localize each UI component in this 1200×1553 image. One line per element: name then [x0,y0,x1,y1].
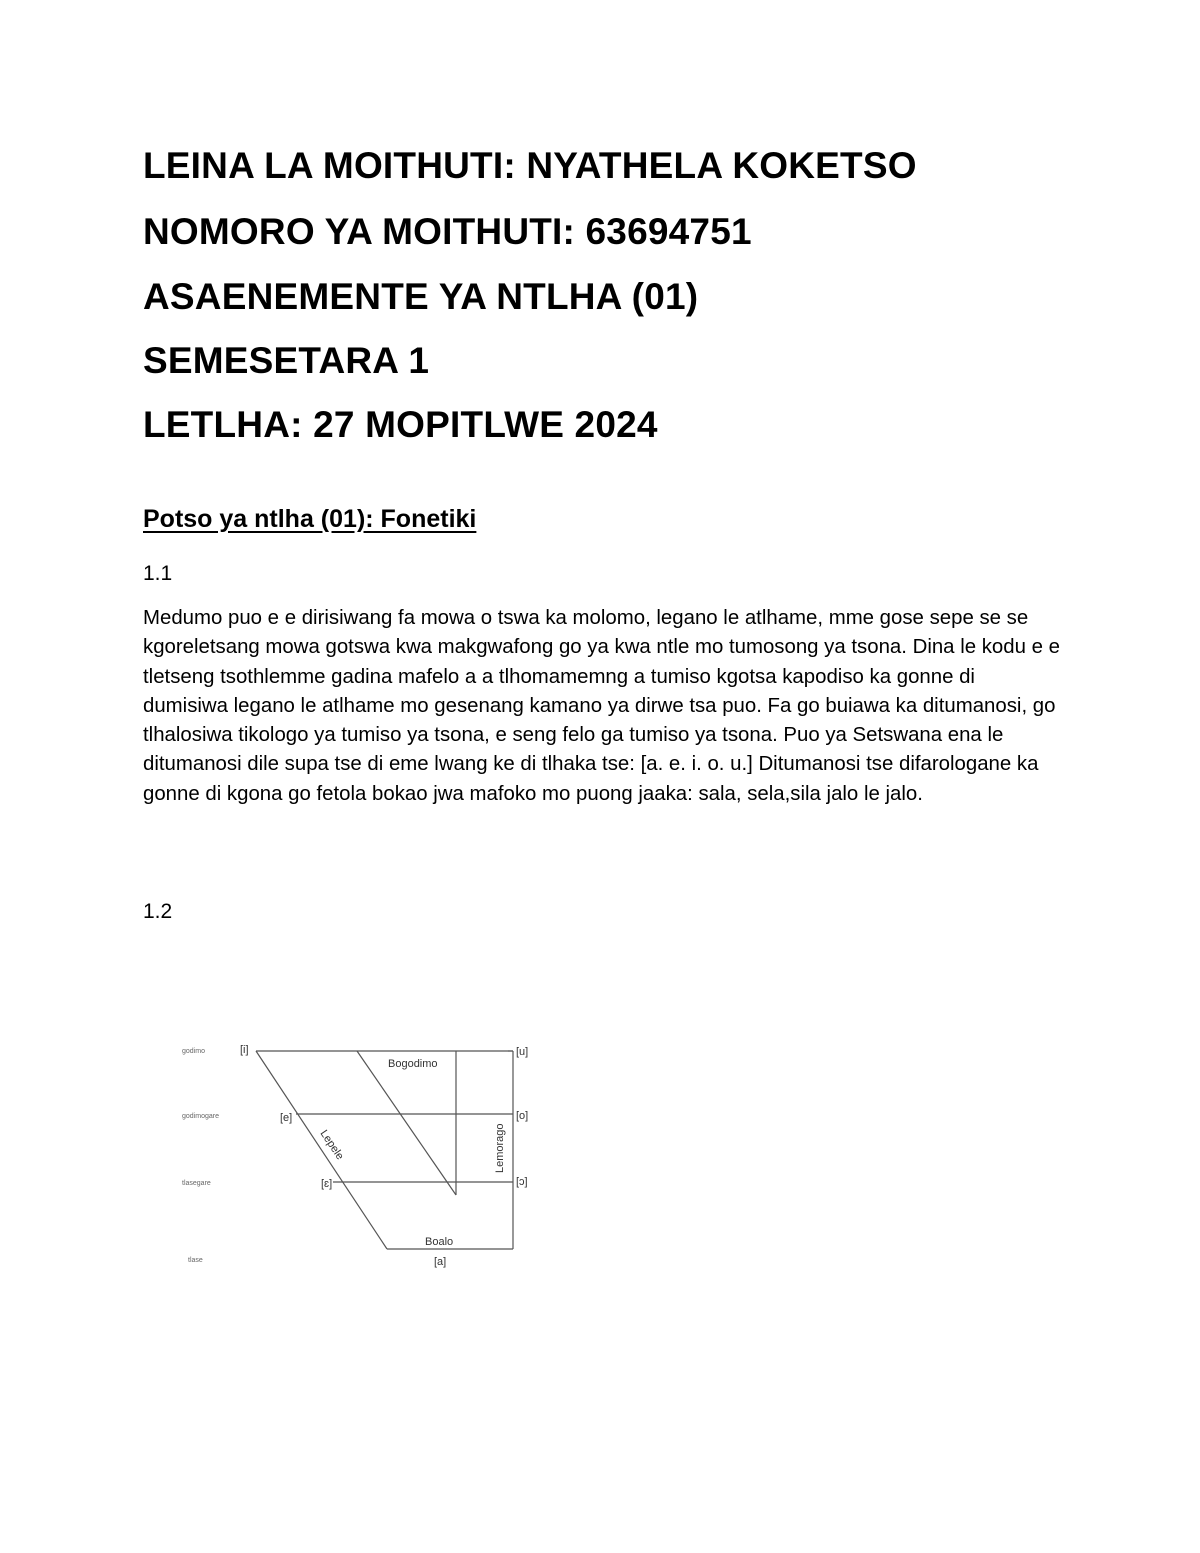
line-front [256,1051,387,1249]
line-central-diagonal [357,1051,456,1195]
height-label-open: tlase [188,1257,203,1264]
vowel-chart-lines [256,1051,513,1249]
vowel-chart-diagram [170,1025,540,1275]
vowel-a: [a] [434,1256,447,1268]
height-label-open-mid: tlasegare [182,1180,211,1187]
answer-paragraph-1-1: Medumo puo e e dirisiwang fa mowa o tswa ka molomo, legano le atlhame, mme gose sepe se se kgoreletsang mowa gotswa kwa makgwafong go ya kwa ntle mo tumosong ya tsona. Dina le kodu e e tletseng tsothlemme gadina mafelo a a tlhomamemng a tumiso kgotsa kapodiso ka gonne di dumisiwa legano le atlhame mo gesenang kamano ya dirwe tsa puo. Fa go buiawa ka ditumanosi, go tlhalosiwa tikologo ya tumiso ya tsona, e seng felo ga tumiso ya tsona. Puo ya Setswana ena le ditumanosi dile supa tse di eme lwang ke di tlhaka tse: [a. e. i. o. u.] Ditumanosi tse difarologane ka gonne di kgona go fetola bokao jwa mafoko mo puong jaaka: sala, sela,sila jalo le jalo. [143,607,1060,805]
section-number-1-1: 1.1 [143,562,173,585]
region-label-central: Bogodimo [388,1058,438,1070]
region-label-front: Lepele [317,1127,346,1163]
student-number-line: NOMORO YA MOITHUTI: 63694751 [143,211,752,252]
vowel-symbols [240,1044,528,1268]
semester-line: SEMESETARA 1 [143,340,430,381]
section-number-1-2: 1.2 [143,900,173,923]
vowel-i: [i] [240,1044,249,1056]
assignment-title-line: ASAENEMENTE YA NTLHA (01) [143,276,699,317]
height-labels [182,1048,219,1264]
vowel-open-e: [ɛ] [321,1178,333,1190]
height-label-close-mid: godimogare [182,1113,219,1120]
vowel-o: [o] [516,1110,529,1122]
region-label-back: Lemorago [494,1123,506,1173]
height-label-close: godimo [182,1048,205,1055]
vowel-open-o: [ɔ] [516,1176,528,1188]
vowel-e: [e] [280,1112,293,1124]
question-heading: Potso ya ntlha (01): Fonetiki [143,505,477,533]
vowel-chart [170,1025,540,1275]
student-name-line: LEINA LA MOITHUTI: NYATHELA KOKETSO [143,145,917,186]
region-label-low: Boalo [425,1236,454,1248]
region-labels [318,1058,506,1248]
date-line: LETLHA: 27 MOPITLWE 2024 [143,404,658,445]
vowel-u: [u] [516,1046,529,1058]
